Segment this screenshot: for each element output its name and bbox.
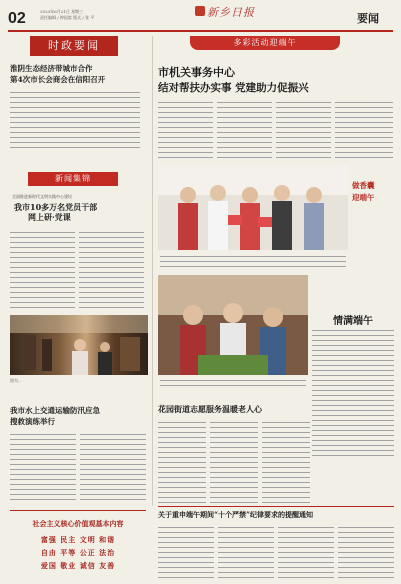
lead-headline-1: 市机关事务中心	[158, 66, 235, 79]
story1-body	[10, 90, 140, 148]
notice-headline: 关于重申端午期间“十个严禁”纪律要求的提醒通知	[158, 510, 314, 519]
masthead-rule	[8, 30, 393, 32]
story3-headline-1: 我市水上交通运输防汛应急	[10, 406, 100, 415]
story3-body-1	[158, 420, 206, 505]
values-row-1: 富强 民主 文明 和谐	[40, 535, 116, 544]
sachet-photo-figures	[158, 165, 348, 250]
page-number: 02	[8, 10, 26, 27]
values-title: 社会主义核心价值观基本内容	[32, 519, 124, 528]
lead-headline-2: 结对帮扶办实事 党建助力促振兴	[158, 82, 309, 94]
ribbon-duanwu	[190, 36, 340, 50]
banner-shizheng	[30, 36, 118, 56]
story2-body-left	[10, 230, 75, 310]
story1-headline-2: 第4次市长会商会在信阳召开	[10, 75, 106, 84]
ribbon-duanwu-text: 多彩活动迎端午	[233, 38, 297, 47]
story2-body	[312, 328, 394, 460]
story2-headline-2: 网上研·党课	[28, 212, 71, 222]
library-photo-caption: 图为…	[10, 378, 22, 383]
notice-body-3	[278, 525, 334, 579]
zongzi-photo-figures	[158, 275, 308, 375]
story3-body-left	[10, 432, 76, 504]
newspaper-logo: 新乡日报	[207, 6, 255, 19]
story2-headline-1: 我市10多万名党员干部	[14, 202, 98, 212]
lead-body-4	[335, 100, 393, 160]
banner-news	[28, 172, 118, 186]
library-photo-figures	[10, 315, 148, 375]
story2-headline: 情满端午	[333, 316, 373, 327]
notice-body-2	[218, 525, 274, 579]
notice-body-4	[338, 525, 394, 579]
banner-news-text: 新闻集锦	[55, 174, 91, 183]
date-line: 2023年6月21日 星期三	[40, 9, 84, 14]
lead-body-2	[217, 100, 272, 160]
editor-line: 责任编辑 / 钟国富 版式 / 张 平	[40, 15, 95, 20]
values-box	[10, 510, 146, 579]
story3-headline-2: 搜救演练举行	[10, 417, 55, 426]
story3-headline: 花园街道志愿服务温暖老人心	[158, 404, 262, 414]
banner-shizheng-text: 时政要闻	[48, 39, 100, 52]
zongzi-photo	[158, 275, 308, 375]
lead-body-3	[276, 100, 331, 160]
column-divider	[152, 36, 153, 506]
section-label: 要闻	[357, 12, 379, 25]
sachet-photo-subcaption	[160, 254, 346, 270]
masthead	[0, 0, 401, 38]
notice-rule	[158, 506, 394, 507]
story1-headline-1: 淮阴生态经济带城市合作	[10, 64, 93, 73]
story3-body-right	[80, 432, 146, 504]
story2-kicker: 全面推进新时代文明实践中心建设	[12, 194, 72, 199]
lead-body-1	[158, 100, 213, 160]
zongzi-photo-caption	[160, 378, 306, 390]
sachet-photo	[158, 165, 348, 250]
notice-body-1	[158, 525, 214, 579]
story2-body-right	[79, 230, 144, 310]
values-row-2: 自由 平等 公正 法治	[40, 548, 116, 557]
story3-body-3	[262, 420, 310, 505]
logo-mark	[195, 6, 205, 16]
story3-body-2	[210, 420, 258, 505]
sachet-photo-caption: 做香囊 迎端午	[352, 181, 375, 202]
library-photo	[10, 315, 148, 375]
values-row-3: 爱国 敬业 诚信 友善	[40, 561, 116, 570]
